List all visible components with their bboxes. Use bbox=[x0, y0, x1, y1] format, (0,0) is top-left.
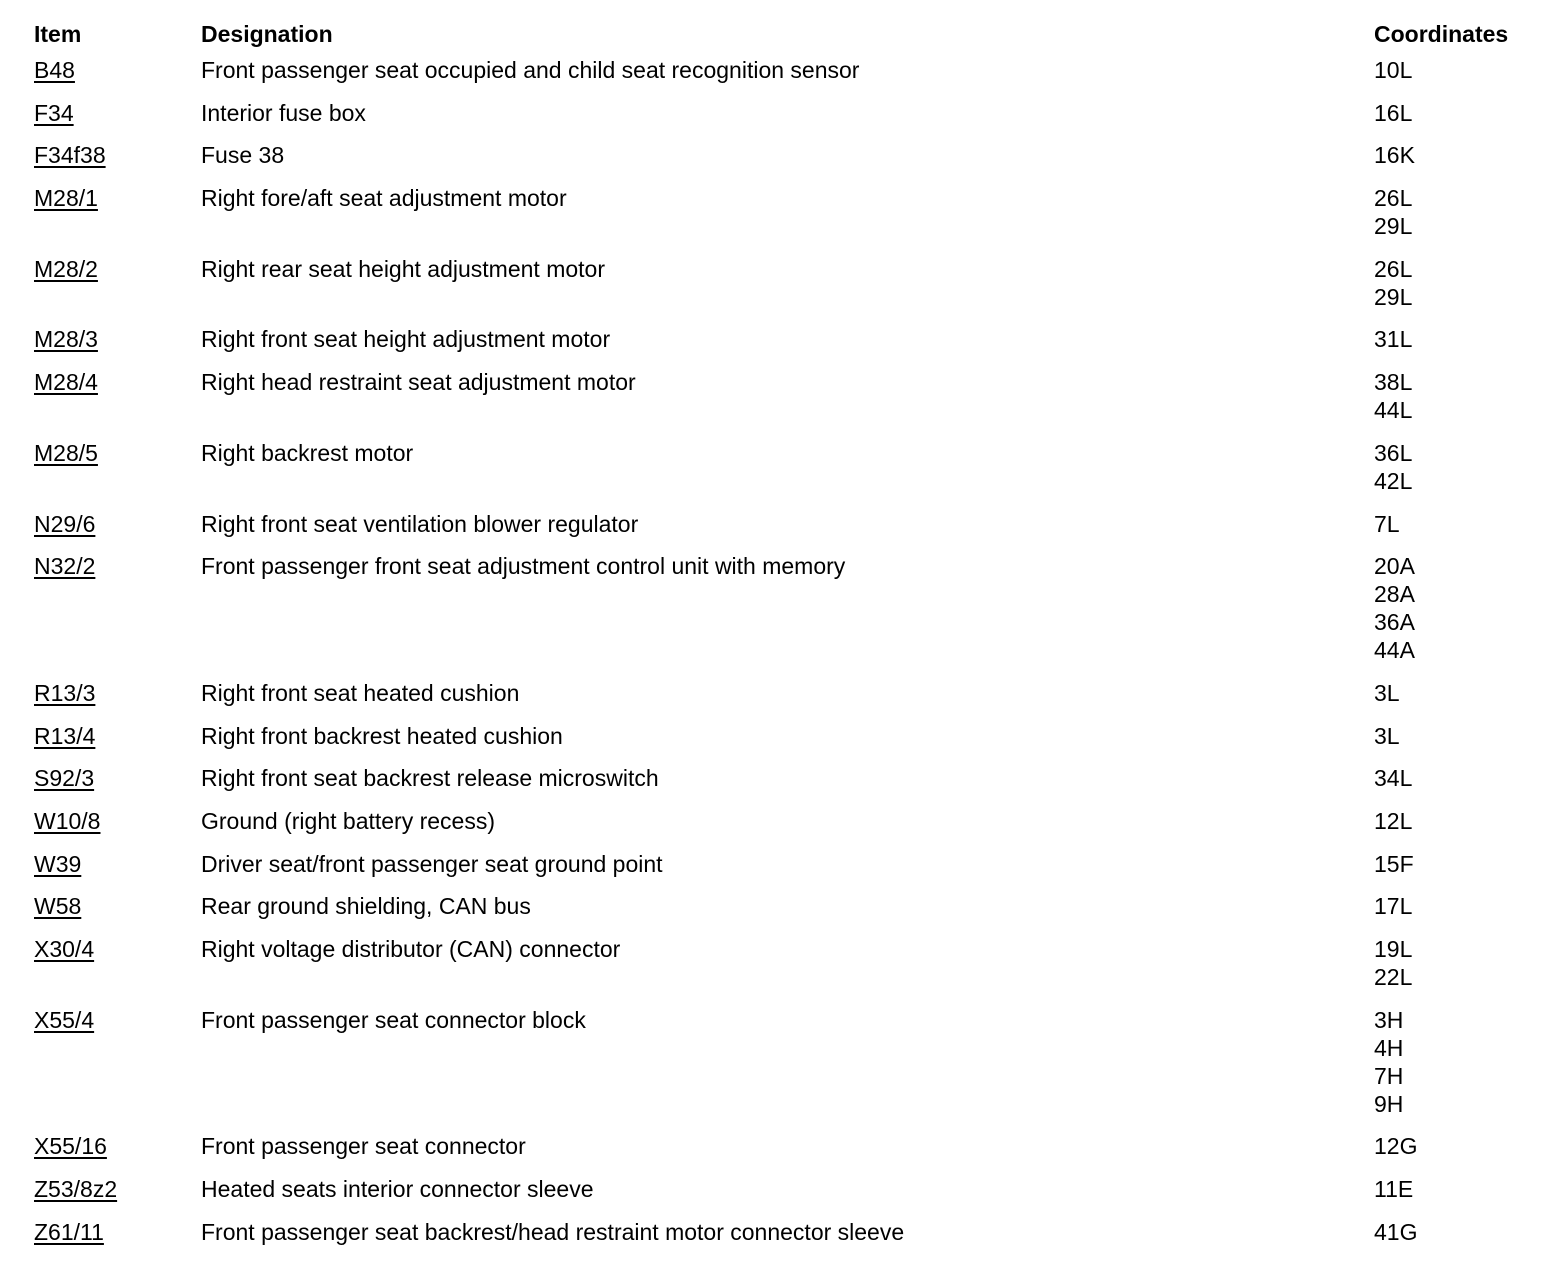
coordinate-value: 31L bbox=[1374, 326, 1413, 353]
designation-text: Right fore/aft seat adjustment motor bbox=[201, 185, 567, 212]
coordinate-value: 3L bbox=[1374, 722, 1400, 749]
item-link[interactable]: S92/3 bbox=[34, 765, 95, 792]
coordinates-cell bbox=[1374, 850, 1554, 878]
coordinate-value: 36L bbox=[1374, 439, 1413, 466]
coordinates-cell bbox=[1374, 764, 1554, 792]
item-link[interactable]: M28/4 bbox=[34, 369, 98, 396]
item-link[interactable]: W58 bbox=[34, 893, 82, 920]
item-link[interactable]: N32/2 bbox=[34, 553, 96, 580]
designation-text: Interior fuse box bbox=[201, 99, 366, 126]
item-link[interactable]: X55/4 bbox=[34, 1006, 95, 1033]
coordinate-value: 4H bbox=[1374, 1034, 1404, 1061]
table-row bbox=[34, 1175, 1554, 1203]
header-coordinates: Coordinates bbox=[1374, 21, 1509, 47]
coordinate-value: 16L bbox=[1374, 99, 1413, 126]
designation-text: Ground (right battery recess) bbox=[201, 807, 496, 834]
designation-text: Front passenger seat connector block bbox=[201, 1006, 586, 1033]
coordinate-value: 3L bbox=[1374, 679, 1400, 706]
table-row bbox=[34, 184, 1554, 240]
table-row bbox=[34, 368, 1554, 424]
coordinate-value: 26L bbox=[1374, 185, 1413, 212]
coordinate-value: 15F bbox=[1374, 850, 1414, 877]
table-row bbox=[34, 935, 1554, 991]
item-link[interactable]: W10/8 bbox=[34, 807, 101, 834]
table-row bbox=[34, 807, 1554, 835]
designation-text: Right front seat heated cushion bbox=[201, 679, 520, 706]
item-link[interactable]: Z53/8z2 bbox=[34, 1176, 118, 1203]
coordinates-cell bbox=[1374, 141, 1554, 169]
table-row bbox=[34, 1218, 1554, 1246]
coordinates-cell bbox=[1374, 325, 1554, 353]
table-row bbox=[34, 99, 1554, 127]
designation-text: Right head restraint seat adjustment motor bbox=[201, 369, 636, 396]
coordinate-value: 42L bbox=[1374, 467, 1413, 494]
coordinate-value: 38L bbox=[1374, 369, 1413, 396]
coordinate-value: 36A bbox=[1374, 609, 1415, 636]
coordinates-cell bbox=[1374, 807, 1554, 835]
coordinate-value: 44L bbox=[1374, 397, 1413, 424]
coordinate-value: 12L bbox=[1374, 807, 1413, 834]
coordinate-value: 34L bbox=[1374, 765, 1413, 792]
coordinates-cell bbox=[1374, 99, 1554, 127]
table-row bbox=[34, 255, 1554, 311]
coordinates-cell bbox=[1374, 722, 1554, 750]
item-link[interactable]: F34 bbox=[34, 99, 74, 126]
designation-text: Rear ground shielding, CAN bus bbox=[201, 893, 531, 920]
designation-text: Right front backrest heated cushion bbox=[201, 722, 563, 749]
item-link[interactable]: B48 bbox=[34, 57, 75, 83]
table-row bbox=[34, 892, 1554, 920]
coordinate-value: 26L bbox=[1374, 255, 1413, 282]
designation-text: Fuse 38 bbox=[201, 142, 285, 169]
table-row bbox=[34, 679, 1554, 707]
item-link[interactable]: F34f38 bbox=[34, 142, 106, 169]
coordinate-value: 29L bbox=[1374, 213, 1413, 240]
component-legend-table bbox=[34, 18, 1554, 1260]
table-row bbox=[34, 325, 1554, 353]
table-row bbox=[34, 1132, 1554, 1160]
item-link[interactable]: R13/3 bbox=[34, 679, 96, 706]
coordinates-cell bbox=[1374, 510, 1554, 538]
designation-text: Front passenger front seat adjustment control unit with memory bbox=[201, 553, 846, 580]
coordinates-cell bbox=[1374, 1175, 1554, 1203]
table-row bbox=[34, 1006, 1554, 1118]
table-row bbox=[34, 850, 1554, 878]
table-row bbox=[34, 764, 1554, 792]
coordinate-value: 28A bbox=[1374, 581, 1415, 608]
table-row bbox=[34, 439, 1554, 495]
coordinates-cell bbox=[1374, 1218, 1554, 1246]
item-link[interactable]: R13/4 bbox=[34, 722, 96, 749]
designation-text: Right front seat backrest release microswitch bbox=[201, 765, 659, 792]
coordinates-cell bbox=[1374, 368, 1554, 424]
coordinates-cell bbox=[1374, 56, 1554, 84]
coordinate-value: 44A bbox=[1374, 637, 1415, 664]
item-link[interactable]: M28/5 bbox=[34, 439, 98, 466]
item-link[interactable]: X30/4 bbox=[34, 936, 95, 962]
table-row bbox=[34, 510, 1554, 538]
table-row bbox=[34, 552, 1554, 664]
designation-text: Front passenger seat backrest/head restraint motor connector sleeve bbox=[201, 1218, 905, 1245]
coordinates-cell bbox=[1374, 552, 1554, 664]
coordinate-value: 11E bbox=[1374, 1176, 1414, 1203]
table-body bbox=[34, 56, 1554, 1246]
table-row bbox=[34, 56, 1554, 84]
coordinate-value: 7L bbox=[1374, 510, 1400, 537]
coordinates-cell bbox=[1374, 255, 1554, 311]
coordinates-cell bbox=[1374, 892, 1554, 920]
designation-text: Right voltage distributor (CAN) connector bbox=[201, 936, 621, 962]
header-item: Item bbox=[34, 21, 82, 47]
designation-text: Front passenger seat connector bbox=[201, 1133, 526, 1160]
coordinate-value: 20A bbox=[1374, 553, 1415, 580]
item-link[interactable]: N29/6 bbox=[34, 510, 96, 537]
designation-text: Right rear seat height adjustment motor bbox=[201, 255, 605, 282]
coordinates-cell bbox=[1374, 439, 1554, 495]
coordinates-cell bbox=[1374, 184, 1554, 240]
table-row bbox=[34, 722, 1554, 750]
coordinate-value: 10L bbox=[1374, 57, 1413, 83]
table-row bbox=[34, 141, 1554, 169]
coordinates-cell bbox=[1374, 1132, 1554, 1160]
coordinates-cell bbox=[1374, 935, 1554, 991]
coordinate-value: 29L bbox=[1374, 283, 1413, 310]
coordinate-value: 22L bbox=[1374, 964, 1413, 990]
coordinate-value: 3H bbox=[1374, 1006, 1404, 1033]
coordinate-value: 17L bbox=[1374, 893, 1413, 920]
coordinate-value: 12G bbox=[1374, 1133, 1418, 1160]
coordinate-value: 41G bbox=[1374, 1218, 1418, 1245]
coordinate-value: 19L bbox=[1374, 936, 1413, 962]
header-designation: Designation bbox=[201, 21, 333, 47]
coordinates-cell bbox=[1374, 1006, 1554, 1118]
designation-text: Front passenger seat occupied and child seat recognition sensor bbox=[201, 57, 860, 83]
item-link[interactable]: M28/1 bbox=[34, 185, 98, 212]
designation-text: Driver seat/front passenger seat ground point bbox=[201, 850, 663, 877]
designation-text: Right front seat height adjustment motor bbox=[201, 326, 611, 353]
item-link[interactable]: M28/2 bbox=[34, 255, 98, 282]
item-link[interactable]: M28/3 bbox=[34, 326, 98, 353]
designation-text: Heated seats interior connector sleeve bbox=[201, 1176, 594, 1203]
designation-text: Right backrest motor bbox=[201, 439, 414, 466]
table-header bbox=[34, 18, 1554, 56]
item-link[interactable]: W39 bbox=[34, 850, 82, 877]
coordinates-cell bbox=[1374, 679, 1554, 707]
coordinate-value: 7H bbox=[1374, 1062, 1404, 1089]
coordinate-value: 9H bbox=[1374, 1090, 1404, 1117]
item-link[interactable]: X55/16 bbox=[34, 1133, 107, 1160]
designation-text: Right front seat ventilation blower regulator bbox=[201, 510, 639, 537]
coordinate-value: 16K bbox=[1374, 142, 1415, 169]
item-link[interactable]: Z61/11 bbox=[34, 1218, 104, 1245]
